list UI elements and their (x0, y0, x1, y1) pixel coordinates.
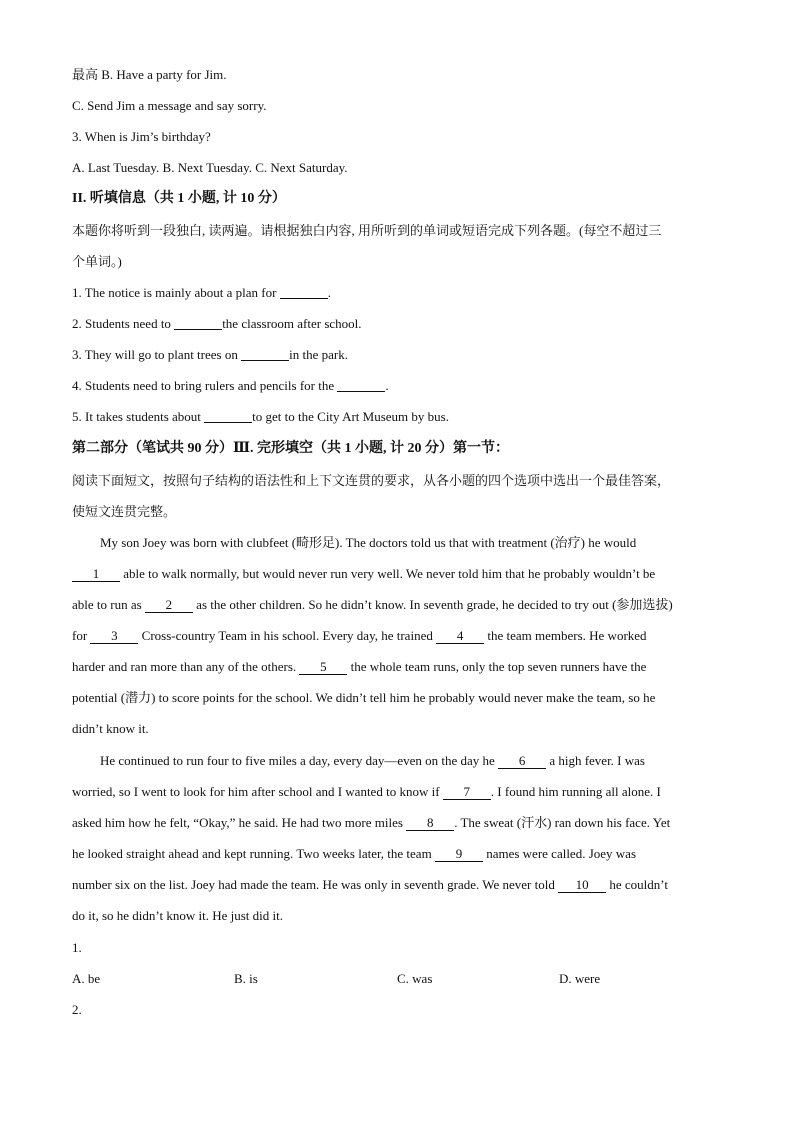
section-heading: II. 听填信息（共 1 小题, 计 10 分） (72, 191, 286, 206)
instruction-text: 个单词。) (72, 254, 122, 269)
passage-line: He continued to run four to five miles a day, every day—even on the day he 6 a high fever. I was (100, 753, 645, 768)
instruction-text: 使短文连贯完整。 (72, 504, 177, 519)
question-3: 3. When is Jim’s birthday? (72, 129, 211, 144)
cloze-blank[interactable]: 5 (299, 660, 347, 675)
answer-blank[interactable] (241, 348, 289, 361)
option-line: C. Send Jim a message and say sorry. (72, 98, 267, 113)
passage-line: asked him how he felt, “Okay,” he said. He had two more miles 8 . The sweat (汗水) ran down his face. Yet (72, 815, 671, 830)
passage-line: he looked straight ahead and kept running. Two weeks later, the team 9 names were called. Joey was (72, 846, 637, 861)
passage-line: number six on the list. Joey had made the team. He was only in seventh grade. We never told 10 he couldn’t (72, 877, 668, 892)
question-number: 2. (72, 1002, 82, 1017)
fill-item: 4. Students need to bring rulers and pencils for the . (72, 378, 389, 393)
fill-item: 1. The notice is mainly about a plan for . (72, 285, 331, 300)
question-1-options (72, 970, 722, 988)
answer-blank[interactable] (204, 410, 252, 423)
passage-line: My son Joey was born with clubfeet (畸形足). The doctors told us that with treatment (治疗) he would (100, 535, 637, 550)
answer-blank[interactable] (174, 317, 222, 330)
passage-line: 1 able to walk normally, but would never run very well. We never told him that he probably wouldn’t be (72, 565, 655, 583)
cloze-blank[interactable]: 10 (558, 878, 606, 893)
cloze-blank[interactable]: 1 (72, 567, 120, 582)
passage-line: harder and ran more than any of the others. 5 the whole team runs, only the top seven runners have the (72, 659, 647, 674)
fill-item: 3. They will go to plant trees on in the park. (72, 347, 348, 362)
passage-line: do it, so he didn’t know it. He just did it. (72, 908, 284, 923)
question-3-options: A. Last Tuesday. B. Next Tuesday. C. Next Saturday. (72, 160, 348, 175)
passage-line: didn’t know it. (72, 721, 149, 736)
option-line: 最高 B. Have a party for Jim. (72, 67, 227, 82)
cloze-blank[interactable]: 7 (443, 785, 491, 800)
cloze-blank[interactable]: 3 (90, 629, 138, 644)
passage-line: able to run as 2 as the other children. So he didn’t know. In seventh grade, he decided to try out (参加选拔) (72, 597, 673, 612)
fill-item: 5. It takes students about to get to the City Art Museum by bus. (72, 409, 449, 424)
option-c[interactable]: C. was (397, 971, 433, 986)
cloze-blank[interactable]: 9 (435, 847, 483, 862)
passage-line: potential (潜力) to score points for the school. We didn’t tell him he probably would never make the team, so he (72, 690, 656, 705)
cloze-blank[interactable]: 8 (406, 816, 454, 831)
instruction-text: 阅读下面短文，按照句子结构的语法性和上下文连贯的要求，从各小题的四个选项中选出一个最佳答案， (72, 473, 671, 488)
cloze-blank[interactable]: 2 (145, 598, 193, 613)
option-b[interactable]: B. is (234, 971, 258, 986)
answer-blank[interactable] (280, 286, 328, 299)
passage-line: for 3 Cross-country Team in his school. Every day, he trained 4 the team members. He worked (72, 628, 647, 643)
passage-line: worried, so I went to look for him after school and I wanted to know if 7 . I found him running all alone. I (72, 784, 661, 799)
cloze-blank[interactable]: 6 (498, 754, 546, 769)
question-number: 1. (72, 940, 82, 955)
option-d[interactable]: D. were (559, 971, 601, 986)
answer-blank[interactable] (337, 379, 385, 392)
option-a[interactable]: A. be (72, 971, 101, 986)
fill-item: 2. Students need to the classroom after school. (72, 316, 362, 331)
section-heading: 第二部分（笔试共 90 分）Ⅲ. 完形填空（共 1 小题, 计 20 分）第一节： (72, 441, 510, 456)
instruction-text: 本题你将听到一段独白, 读两遍。请根据独白内容, 用所听到的单词或短语完成下列各题。(每空不超过三 (72, 223, 662, 238)
cloze-blank[interactable]: 4 (436, 629, 484, 644)
